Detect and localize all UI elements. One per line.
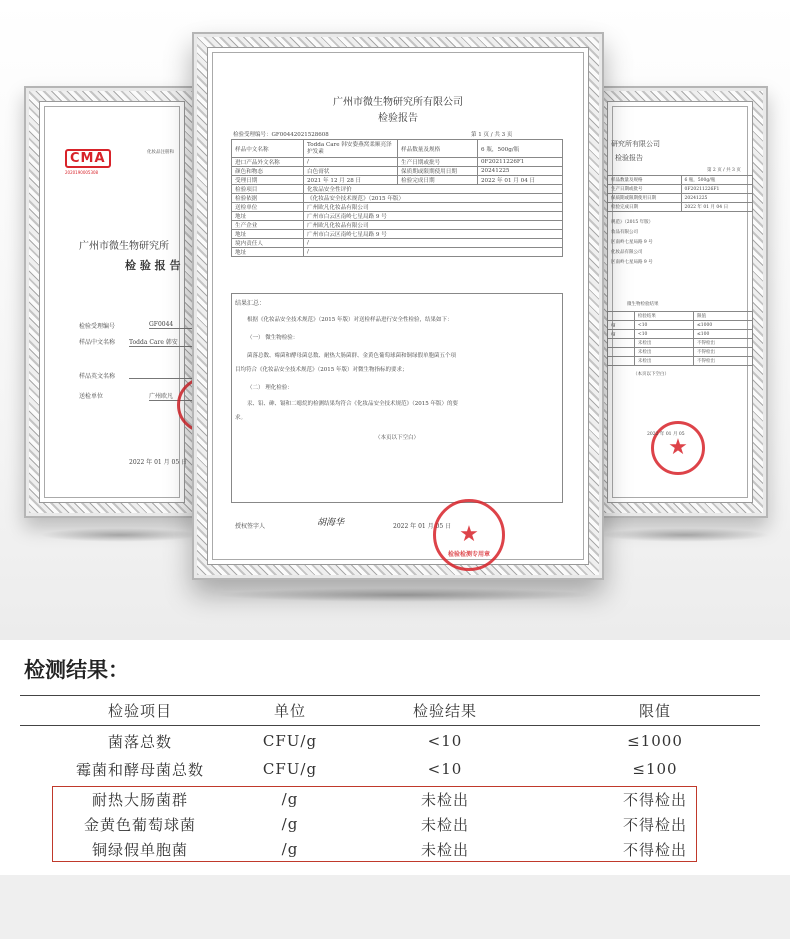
table-cell: 20241225 xyxy=(478,167,563,176)
cell-unit: /g xyxy=(281,790,299,808)
table-cell: 未检出 xyxy=(634,348,693,357)
table-cell: 保质期或限期使用日期 xyxy=(398,167,478,176)
table-cell: 未检出 xyxy=(634,357,693,366)
left-cert-title: 广州市微生物研究所 xyxy=(79,241,169,252)
right-misc-line: 规范》（2015 年版） xyxy=(611,220,654,225)
table-cell: 检验完成日期 xyxy=(398,176,478,185)
table-cell: 2022 年 01 月 04 日 xyxy=(681,203,752,212)
right-cert-title: 研究所有限公司 xyxy=(611,140,660,148)
cell-unit: /g xyxy=(281,815,299,833)
table-cell: 生产企业 xyxy=(232,221,304,230)
cell-unit: /g xyxy=(281,840,299,858)
left-field-value: 广州欧凡 xyxy=(149,391,209,401)
summary-line: 汞、铅、砷、镉和二噁烷的检测结果均符合《化妆品安全技术规范》（2015 年版）的要 xyxy=(247,401,458,407)
table-cell: <10 xyxy=(634,330,693,339)
cell-item: 菌落总数 xyxy=(107,732,172,751)
left-cert-date: 2022 年 01 月 05 日 xyxy=(129,459,188,466)
table-row xyxy=(20,727,760,755)
signer-label: 授权签字人 xyxy=(235,523,266,530)
main-cert-date: 2022 年 01 月 05 日 xyxy=(393,523,452,530)
stamp-text: 检验检测专用章 xyxy=(447,551,490,558)
table-cell: 受理日期 xyxy=(232,176,304,185)
section-title: 检测结果： xyxy=(24,658,129,682)
table-cell: / xyxy=(304,158,398,167)
table-cell: 境内责任人 xyxy=(232,239,304,248)
right-certificate-frame xyxy=(592,86,768,518)
right-cert-subtitle: 检验报告 xyxy=(615,154,643,162)
cell-limit: 不得检出 xyxy=(622,815,687,834)
table-cell: 0F20211226F1 xyxy=(681,185,752,194)
left-cert-subtitle: 检 验 报 告 xyxy=(125,259,181,272)
left-field-value: GF0044 xyxy=(149,321,209,329)
table-cell: 检验完成日期 xyxy=(608,203,682,212)
header-item: 检验项目 xyxy=(107,702,172,720)
table-cell: 不得检出 xyxy=(693,348,752,357)
right-misc-line: 妆品有限公司 xyxy=(611,230,638,235)
table-cell: 广州市白云区南岭七星局路 9 号 xyxy=(304,212,563,221)
cell-result: 未检出 xyxy=(420,790,469,809)
table-cell: 地址 xyxy=(232,230,304,239)
main-certificate-paper xyxy=(207,47,589,565)
right-misc-line: 区南岭七星局路 9 号 xyxy=(611,260,653,265)
table-cell: 样品数量及规格 xyxy=(608,176,682,185)
summary-line: 菌落总数、霉菌和酵母菌总数、耐热大肠菌群、金黄色葡萄球菌和铜绿假单胞菌五个项 xyxy=(247,353,457,359)
table-cell: 广州市白云区南岭七星局路 9 号 xyxy=(304,230,563,239)
cell-limit: ≤100 xyxy=(632,760,678,778)
left-field-value: Todda Care 韩安 xyxy=(129,337,209,347)
table-cell: 广州欧凡化妆品有限公司 xyxy=(304,221,563,230)
cell-result: <10 xyxy=(427,732,463,750)
left-field-label: 送检单位 xyxy=(79,393,104,400)
right-cert-date: 2022 年 01 月 05 xyxy=(647,432,685,437)
highlight-box xyxy=(52,786,697,862)
right-official-stamp xyxy=(651,421,705,475)
table-cell: 保质期或限期使用日期 xyxy=(608,194,682,203)
table-cell: 地址 xyxy=(232,248,304,257)
footer-band xyxy=(0,875,790,939)
header-limit: 限值 xyxy=(638,702,671,720)
main-cert-subtitle: 检验报告 xyxy=(378,113,418,124)
table-header: 限值 xyxy=(693,312,752,321)
cma-logo: CMA 2020190005308 xyxy=(65,149,111,175)
main-certificate-frame xyxy=(192,32,604,580)
table-cell: ≤1000 xyxy=(693,321,752,330)
micro-table-title: 微生物检验结果 xyxy=(627,302,659,307)
right-info-table xyxy=(607,175,753,212)
cell-item: 霉菌和酵母菌总数 xyxy=(75,760,204,779)
table-header-row xyxy=(20,695,760,726)
cell-item: 金黄色葡萄球菌 xyxy=(83,815,196,834)
cell-limit: 不得检出 xyxy=(622,790,687,809)
signature: 胡海华 xyxy=(317,518,345,528)
right-misc-line: 区南岭七星局路 9 号 xyxy=(611,240,653,245)
table-cell: 6 瓶，500g/瓶 xyxy=(681,176,752,185)
table-cell: 样品数量及规格 xyxy=(398,140,478,158)
cell-limit: 不得检出 xyxy=(622,840,687,859)
table-cell: 生产日期或批号 xyxy=(608,185,682,194)
summary-box xyxy=(231,293,563,503)
summary-line: 求。 xyxy=(235,415,247,421)
left-certificate-frame xyxy=(24,86,200,518)
table-cell: / xyxy=(304,239,563,248)
page-number: 第 1 页 / 共 3 页 xyxy=(471,132,513,138)
frame-shadow xyxy=(40,528,200,542)
summary-line: 目均符合《化妆品安全技术规范》（2015 年版）对微生物指标的要求； xyxy=(235,367,408,373)
table-cell: 化妆品安全性评价 xyxy=(304,185,563,194)
cell-item: 铜绿假单胞菌 xyxy=(91,840,188,859)
cell-result: 未检出 xyxy=(420,840,469,859)
left-field-label: 样品中文名称 xyxy=(79,339,116,346)
header-result: 检验结果 xyxy=(412,702,477,720)
table-cell: 2022 年 01 月 04 日 xyxy=(478,176,563,185)
right-cert-page: 第 2 页 / 共 3 页 xyxy=(707,168,741,173)
micro-results-table: 检验结果 限值 /g <10 ≤1000 /g <10 ≤100 未检出 不得检出 未检出 不得检出 未检出 不得检出 xyxy=(607,311,753,366)
cell-limit: ≤1000 xyxy=(627,732,683,750)
frame-shadow xyxy=(600,528,770,542)
table-cell: <10 xyxy=(634,321,693,330)
right-misc-line: 化妆品有限公司 xyxy=(611,250,643,255)
table-cell: 送检单位 xyxy=(232,203,304,212)
left-field-label: 检验受理编号 xyxy=(79,323,116,330)
summary-line: （一） 微生物检验： xyxy=(247,335,299,341)
cell-unit: CFU/g xyxy=(262,732,318,750)
right-blank-note: （本页以下空白） xyxy=(633,372,669,377)
table-cell: 未检出 xyxy=(634,339,693,348)
main-info-table xyxy=(231,139,563,257)
blank-note: （本页以下空白） xyxy=(375,435,420,441)
table-cell: 进口产品外文名称 xyxy=(232,158,304,167)
header-unit: 单位 xyxy=(273,702,306,720)
summary-line: 根据《化妆品安全技术规范》（2015 年版）对送检样品进行安全性检验，结果如下： xyxy=(247,317,453,323)
table-cell: / xyxy=(304,248,563,257)
main-official-stamp xyxy=(433,499,505,571)
table-cell: 20241225 xyxy=(681,194,752,203)
table-cell: 0F20211226F1 xyxy=(478,158,563,167)
summary-line: （二） 理化检验： xyxy=(247,385,293,391)
table-cell: 《化妆品安全技术规范》（2015 年版） xyxy=(304,194,563,203)
table-cell: 样品中文名称 xyxy=(232,140,304,158)
cell-result: <10 xyxy=(427,760,463,778)
summary-heading: 结果汇总： xyxy=(235,300,266,307)
table-cell: 检验依据 xyxy=(232,194,304,203)
left-certificate-paper xyxy=(39,101,188,503)
left-cert-note: 化妆品注册和 xyxy=(147,150,174,155)
table-cell: 6 瓶，500g/瓶 xyxy=(478,140,563,158)
table-cell: 2021 年 12 月 28 日 xyxy=(304,176,398,185)
table-cell: 检验项目 xyxy=(232,185,304,194)
main-cert-title: 广州市微生物研究所有限公司 xyxy=(333,97,463,108)
table-cell: 不得检出 xyxy=(693,357,752,366)
cell-result: 未检出 xyxy=(420,815,469,834)
table-cell: Todda Care 韩安姿燕窝柔顺亮泽护发素 xyxy=(304,140,398,158)
frame-shadow xyxy=(215,588,595,602)
table-cell: 地址 xyxy=(232,212,304,221)
table-cell: ≤100 xyxy=(693,330,752,339)
cell-item: 耐热大肠菌群 xyxy=(91,790,188,809)
right-certificate-paper xyxy=(607,101,753,503)
receipt-number: 检验受理编号：GF0044202152860​8 xyxy=(233,132,329,138)
table-cell: 生产日期或批号 xyxy=(398,158,478,167)
stamp-star-icon: ★ xyxy=(459,522,479,547)
table-header: 检验结果 xyxy=(634,312,693,321)
table-cell: 白色膏状 xyxy=(304,167,398,176)
table-row xyxy=(20,755,760,783)
table-cell: 不得检出 xyxy=(693,339,752,348)
left-field-label: 样品英文名称 xyxy=(79,373,116,380)
table-cell: 颜色和物态 xyxy=(232,167,304,176)
table-cell: 广州欧凡化妆品有限公司 xyxy=(304,203,563,212)
stamp-star-icon: ★ xyxy=(668,435,688,460)
cell-unit: CFU/g xyxy=(262,760,318,778)
